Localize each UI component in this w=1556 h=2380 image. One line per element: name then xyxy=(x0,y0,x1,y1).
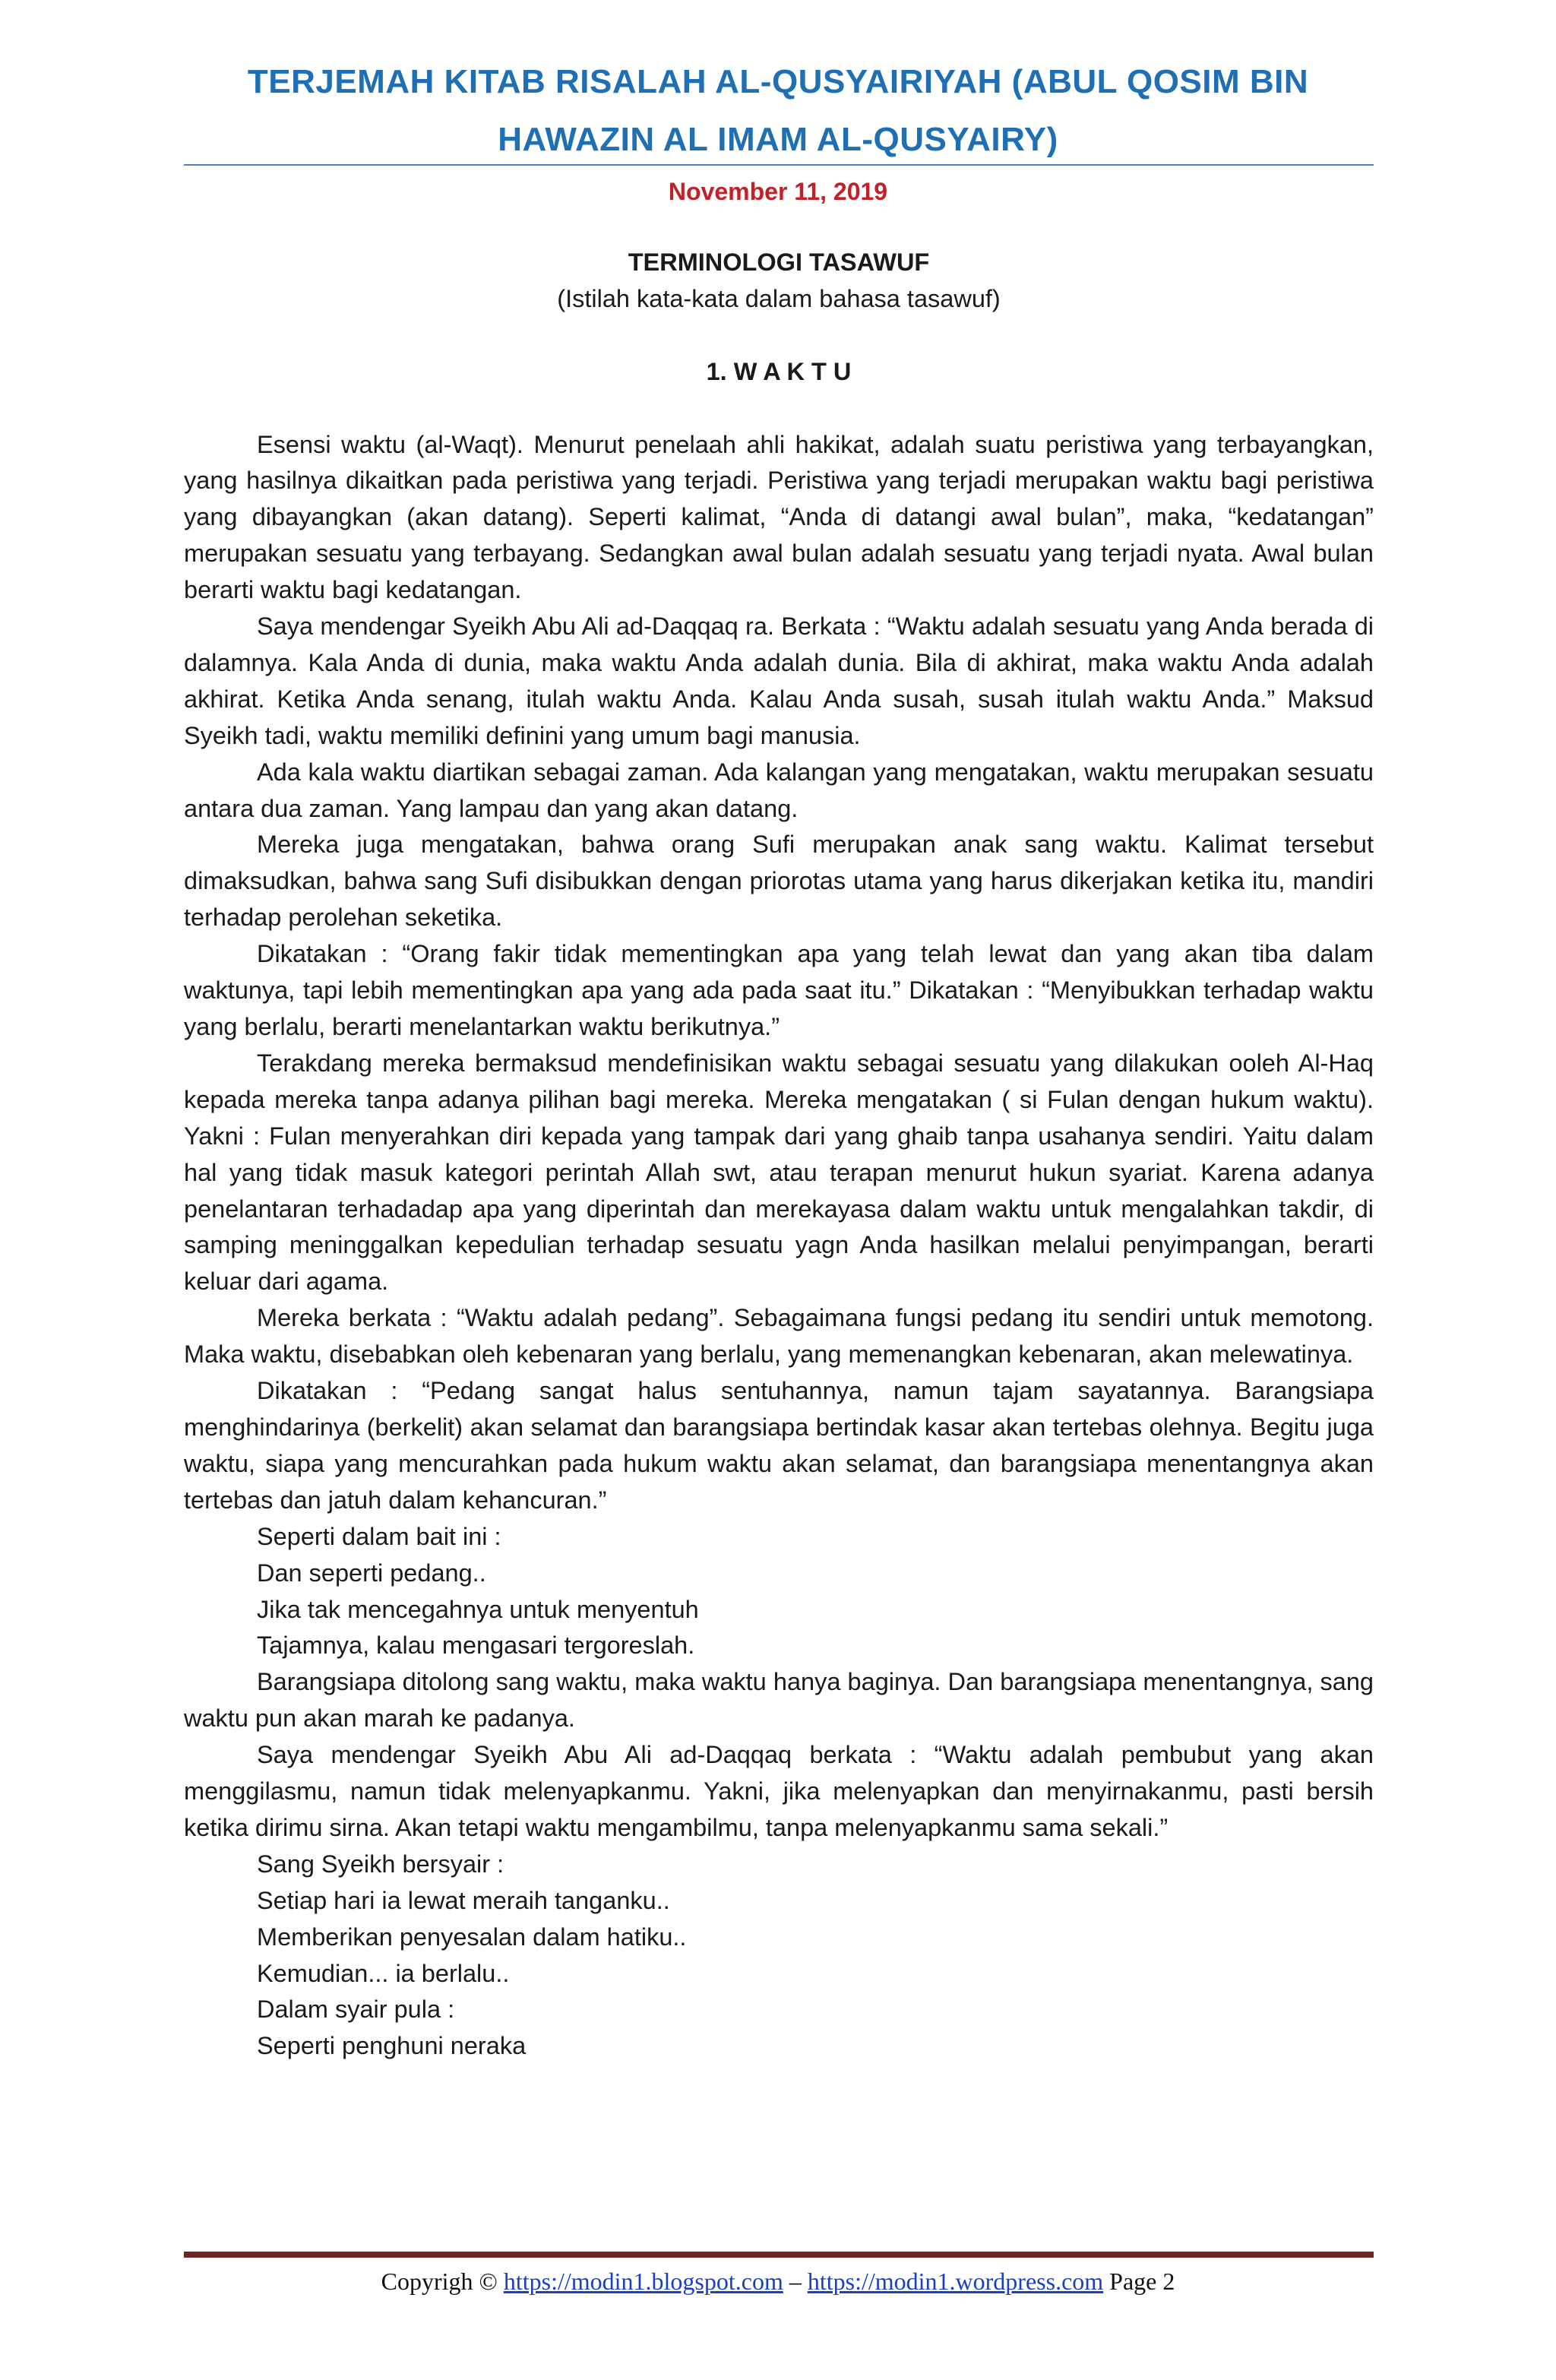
document-title xyxy=(152,53,1404,169)
paragraph: Saya mendengar Syeikh Abu Ali ad-Daqqaq ra. Berkata : “Waktu adalah sesuatu yang Anda berada di dalamnya. Kala Anda di dunia, maka waktu Anda adalah dunia. Bila di akhirat, maka waktu Anda adalah akhirat. Ketika Anda senang, itulah waktu Anda. Kalau Anda susah, susah itulah waktu Anda.” Maksud Syeikh tadi, waktu memiliki definini yang umum bagi manusia. xyxy=(184,612,1374,749)
verse-line: Memberikan penyesalan dalam hatiku.. xyxy=(257,1923,687,1951)
title-line-1: TERJEMAH KITAB RISALAH AL-QUSYAIRIYAH (ABUL QOSIM BIN xyxy=(247,63,1309,100)
paragraph: Dikatakan : “Orang fakir tidak mementingkan apa yang telah lewat dan yang akan tiba dalam waktunya, tapi lebih mementingkan apa yang ada pada saat itu.” Dikatakan : “Menyibukkan terhadap waktu yang berlalu, berarti menelantarkan waktu berikutnya.” xyxy=(184,940,1374,1040)
page-footer xyxy=(152,2264,1404,2298)
paragraph: Terakdang mereka bermaksud mendefinisikan waktu sebagai sesuatu yang dilakukan ooleh Al-Haq kepada mereka tanpa adanya pilihan bagi mereka. Mereka mengatakan ( si Fulan dengan hukum waktu). Yakni : Fulan menyerahkan diri kepada yang tampak dari yang ghaib tanpa usahanya sendiri. Yaitu dalam hal yang tidak masuk kategori perintah Allah swt, atau terapan menurut hukun syariat. Karena adanya penelantaran terhadadap apa yang diperintah dan merekayasa dalam waktu untuk mengalahkan takdir, di samping meninggalkan kepedulian terhadap sesuatu yagn Anda hasilkan melalui penyimpangan, berarti keluar dari agama. xyxy=(184,1049,1374,1296)
paragraph: Mereka berkata : “Waktu adalah pedang”. Sebagaimana fungsi pedang itu sendiri untuk memotong. Maka waktu, disebabkan oleh kebenaran yang berlalu, yang memenangkan kebenaran, akan melewatinya. xyxy=(184,1304,1374,1369)
verse-line: Seperti dalam bait ini : xyxy=(257,1522,501,1550)
paragraph: Dikatakan : “Pedang sangat halus sentuhannya, namun tajam sayatannya. Barangsiapa menghindarinya (berkelit) akan selamat dan barangsiapa bertindak kasar akan tertebas olehnya. Begitu juga waktu, siapa yang mencurahkan pada hukum waktu akan selamat, dan barangsiapa menentangnya akan tertebas dan jatuh dalam kehancuran.” xyxy=(184,1377,1374,1514)
footer-separator: – xyxy=(789,2268,802,2295)
paragraph: Ada kala waktu diartikan sebagai zaman. Ada kalangan yang mengatakan, waktu merupakan sesuatu antara dua zaman. Yang lampau dan yang akan datang. xyxy=(184,758,1374,822)
footer-divider xyxy=(184,2252,1374,2258)
document-body xyxy=(184,245,1374,2065)
paragraph: Saya mendengar Syeikh Abu Ali ad-Daqqaq berkata : “Waktu adalah pembubut yang akan menggilasmu, namun tidak melenyapkanmu. Yakni, jika melenyapkan dan menyirnakanmu, pasti bersih ketika dirimu sirna. Akan tetapi waktu mengambilmu, tanpa melenyapkanmu sama sekali.” xyxy=(184,1741,1374,1841)
verse-line: Seperti penghuni neraka xyxy=(257,2032,527,2060)
verse-line: Tajamnya, kalau mengasari tergoreslah. xyxy=(257,1632,695,1660)
section-subheading: (Istilah kata-kata dalam bahasa tasawuf) xyxy=(557,284,1001,312)
verse-line: Kemudian... ia berlalu.. xyxy=(257,1959,510,1987)
verse-line: Setiap hari ia lewat meraih tanganku.. xyxy=(257,1886,670,1914)
verse-line: Jika tak mencegahnya untuk menyentuh xyxy=(257,1595,699,1623)
verse-line: Dan seperti pedang.. xyxy=(257,1559,486,1587)
title-line-2: HAWAZIN AL IMAM AL-QUSYAIRY) xyxy=(498,121,1058,158)
paragraph: Barangsiapa ditolong sang waktu, maka waktu hanya baginya. Dan barangsiapa menentangnya, sang waktu pun akan marah ke padanya. xyxy=(184,1668,1374,1733)
paragraph: Mereka juga mengatakan, bahwa orang Sufi merupakan anak sang waktu. Kalimat tersebut dimaksudkan, bahwa sang Sufi disibukkan dengan priorotas utama yang harus dikerjakan ketika itu, mandiri terhadap perolehan seketika. xyxy=(184,831,1374,932)
section-heading: TERMINOLOGI TASAWUF xyxy=(628,248,930,276)
verse-line: Sang Syeikh bersyair : xyxy=(257,1850,504,1878)
page-number: Page 2 xyxy=(1109,2268,1175,2295)
copyright-text: Copyrigh © xyxy=(381,2268,498,2295)
blogspot-link[interactable]: https://modin1.blogspot.com xyxy=(503,2268,783,2295)
paragraph: Esensi waktu (al-Waqt). Menurut penelaah ahli hakikat, adalah suatu peristiwa yang terbayangkan, yang hasilnya dikaitkan pada peristiwa yang terjadi. Peristiwa yang terjadi merupakan waktu bagi peristiwa yang dibayangkan (akan datang). Seperti kalimat, “Anda di datangi awal bulan”, maka, “kedatangan” merupakan sesuatu yang terbayang. Sedangkan awal bulan adalah sesuatu yang terjadi nyata. Awal bulan berarti waktu bagi kedatangan. xyxy=(184,430,1374,604)
header-divider xyxy=(184,164,1374,166)
verse-line: Dalam syair pula : xyxy=(257,1995,455,2024)
wordpress-link[interactable]: https://modin1.wordpress.com xyxy=(807,2268,1104,2295)
chapter-heading: 1. W A K T U xyxy=(706,357,852,385)
post-date: November 11, 2019 xyxy=(668,178,888,205)
